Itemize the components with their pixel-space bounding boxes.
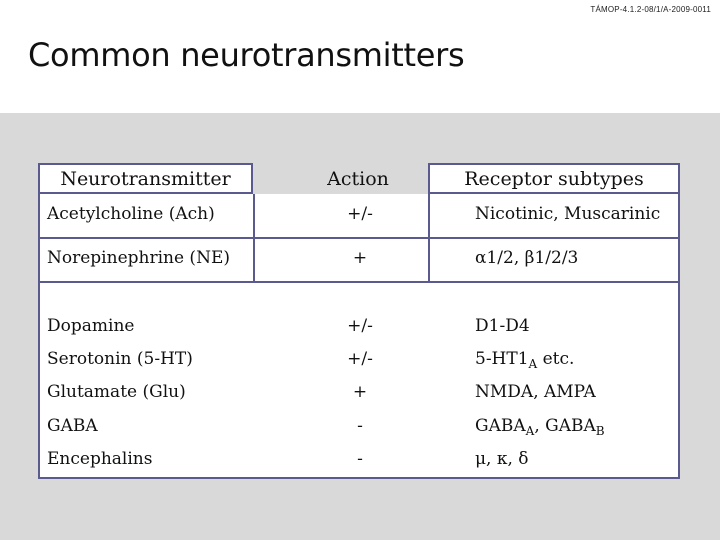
cell-receptor: NMDA, AMPA — [475, 382, 596, 402]
cell-neurotransmitter: Acetylcholine (Ach) — [47, 204, 215, 224]
receptor-separator: , — [534, 416, 546, 436]
cell-action: + — [352, 382, 368, 402]
cell-neurotransmitter: Glutamate (Glu) — [47, 382, 186, 402]
table-row — [40, 194, 678, 238]
receptor-b: GABA — [545, 416, 596, 436]
receptor-tail: etc. — [537, 349, 575, 369]
slide-id-footer: TÁMOP-4.1.2-08/1/A-2009-0011 — [590, 5, 711, 14]
receptor-main: 5-HT1 — [475, 349, 529, 369]
cell-receptor: D1-D4 — [475, 316, 530, 336]
cell-receptor: Nicotinic, Muscarinic — [475, 204, 661, 224]
cell-neurotransmitter: Norepinephrine (NE) — [47, 248, 230, 268]
cell-action: + — [352, 248, 368, 268]
cell-neurotransmitter: GABA — [47, 416, 98, 436]
cell-action: +/- — [347, 349, 373, 369]
receptor-a-subscript: A — [525, 424, 535, 438]
cell-receptor: μ, κ, δ — [475, 449, 529, 469]
receptor-a: GABA — [475, 416, 526, 436]
cell-receptor — [475, 349, 574, 371]
cell-receptor: α1/2, β1/2/3 — [475, 248, 579, 268]
table-body — [38, 194, 680, 479]
table-row — [40, 239, 678, 282]
receptor-b-subscript: B — [595, 424, 605, 438]
cell-action: - — [357, 416, 363, 436]
cell-neurotransmitter: Encephalins — [47, 449, 153, 469]
header-neurotransmitter: Neurotransmitter — [38, 163, 253, 194]
row-divider — [40, 281, 678, 283]
cell-action: +/- — [347, 316, 373, 336]
receptor-subscript: A — [528, 357, 538, 371]
cell-action: +/- — [347, 204, 373, 224]
header-receptor-subtypes: Receptor subtypes — [428, 163, 680, 194]
cell-receptor — [475, 416, 605, 438]
header-action: Action — [327, 167, 389, 190]
cell-neurotransmitter: Serotonin (5-HT) — [47, 349, 193, 369]
cell-neurotransmitter: Dopamine — [47, 316, 135, 336]
cell-action: - — [357, 449, 363, 469]
slide-title: Common neurotransmitters — [28, 36, 465, 74]
